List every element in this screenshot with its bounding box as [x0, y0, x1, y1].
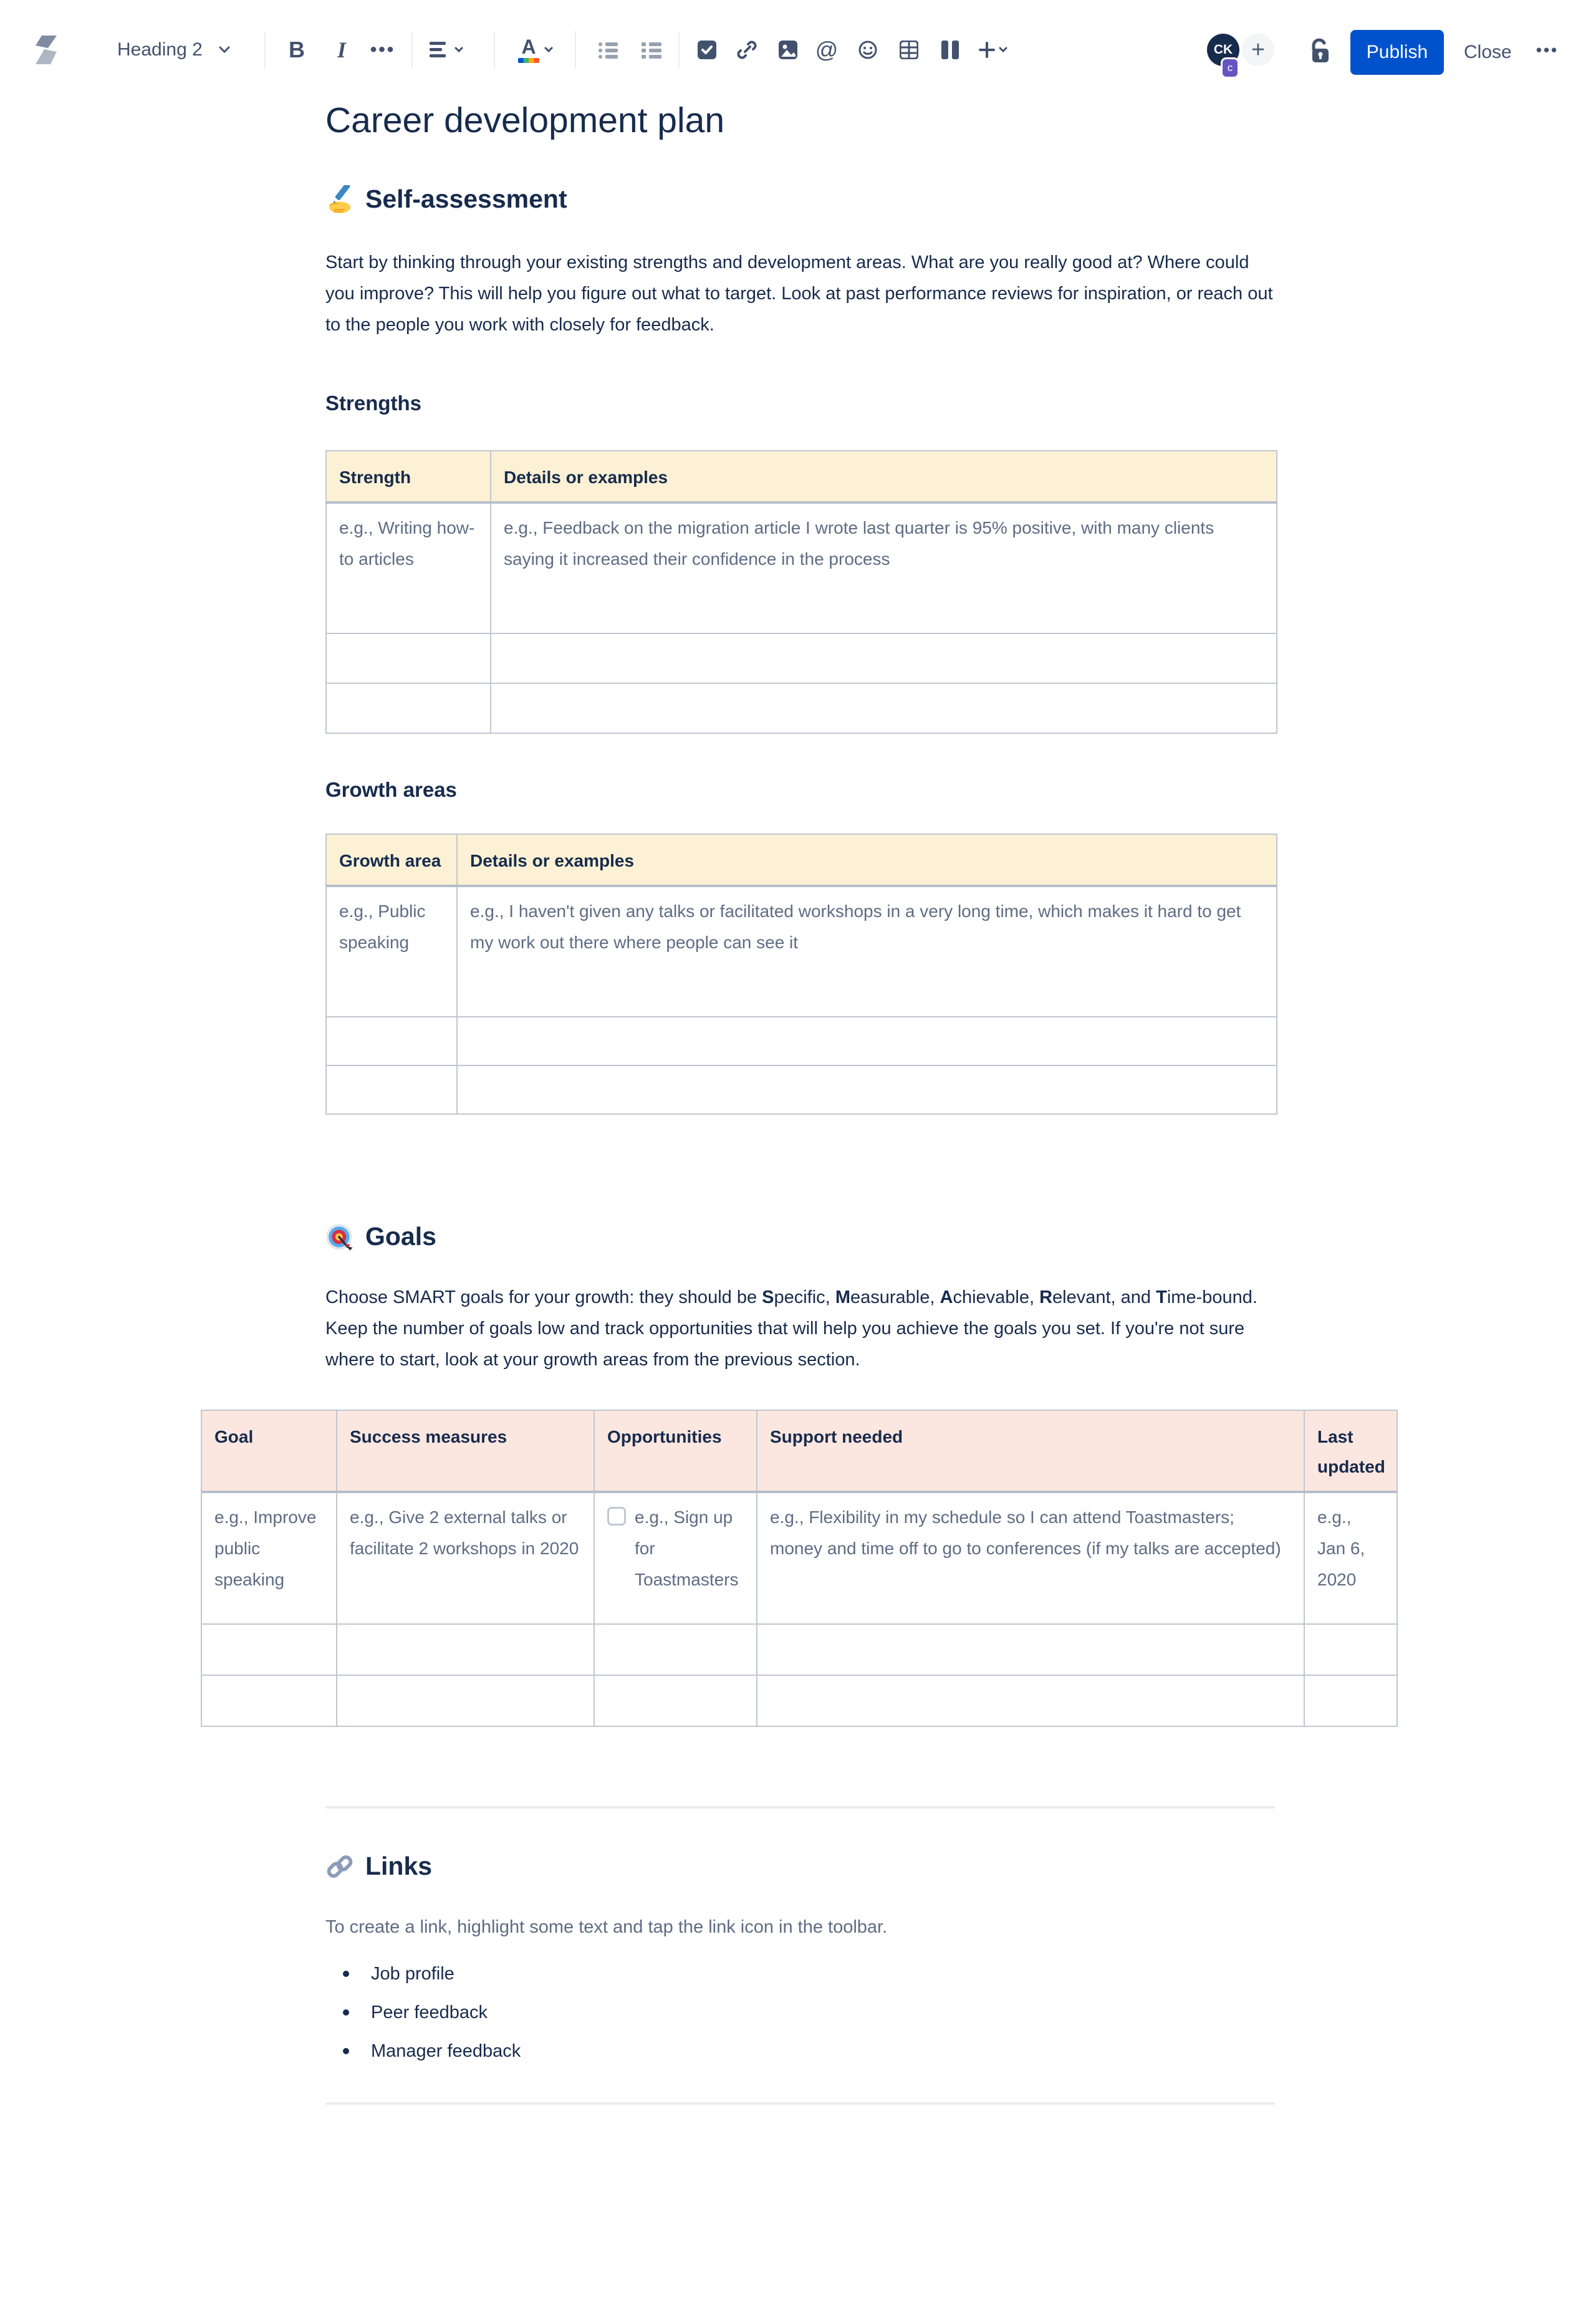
task-icon [698, 41, 716, 59]
table-cell[interactable] [1304, 1675, 1397, 1726]
strengths-col-header[interactable]: Strength [326, 451, 491, 502]
table-cell[interactable]: e.g., Public speaking [326, 886, 457, 1017]
goals-heading[interactable] [325, 1222, 436, 1251]
table-cell[interactable] [337, 1675, 594, 1726]
bullet-list-button[interactable] [592, 32, 625, 67]
opportunities-cell[interactable] [594, 1492, 757, 1624]
page-title[interactable]: Career development plan [325, 100, 725, 140]
table-row [201, 1492, 1397, 1624]
restrictions-button[interactable] [1307, 36, 1334, 66]
chevron-down-icon [454, 47, 463, 53]
toolbar-separator [264, 31, 266, 69]
strengths-heading[interactable]: Strengths [325, 392, 422, 415]
text-color-icon: A [518, 37, 539, 63]
table-header-row [326, 451, 1277, 502]
task-label[interactable]: e.g., Sign up for Toastmasters [635, 1507, 739, 1589]
goal-cell[interactable]: e.g., Improve public speaking [201, 1492, 337, 1624]
table-cell[interactable]: e.g., Writing how-to articles [326, 502, 491, 633]
table-row [326, 886, 1277, 1017]
table-cell[interactable] [457, 1065, 1277, 1114]
confluence-logo [27, 32, 65, 67]
numbered-list-button[interactable] [636, 32, 668, 67]
table-cell[interactable] [201, 1624, 337, 1675]
goals-col-header[interactable]: Opportunities [594, 1410, 757, 1492]
block-style-label: Heading 2 [117, 39, 203, 60]
success-measures-cell[interactable]: e.g., Give 2 external talks or facilitate 2 workshops in 2020 [337, 1492, 594, 1624]
table-cell[interactable] [201, 1675, 337, 1726]
insert-link-button[interactable] [731, 32, 763, 67]
table-cell[interactable] [326, 683, 491, 733]
text-align-button[interactable] [424, 32, 469, 67]
table-cell[interactable] [457, 1017, 1277, 1065]
insert-table-button[interactable] [893, 32, 925, 67]
italic-button[interactable]: I [337, 37, 346, 62]
bullet-list-icon [598, 41, 619, 59]
unlock-icon [1309, 38, 1332, 64]
emoji-icon [858, 40, 878, 60]
text-color-button[interactable] [511, 32, 560, 67]
table-cell[interactable]: e.g., I haven't given any talks or facilitated workshops in a very long time, which makes it hard to get my work out there where people can see it [457, 886, 1277, 1017]
table-icon [900, 41, 918, 59]
links-paragraph[interactable]: To create a link, highlight some text and tap the link icon in the toolbar. [325, 1917, 888, 1937]
layouts-button[interactable] [934, 32, 966, 67]
links-list [325, 1959, 521, 2075]
table-cell[interactable] [1304, 1624, 1397, 1675]
numbered-list-icon [642, 41, 663, 59]
toolbar-separator [678, 31, 680, 69]
insert-image-button[interactable] [772, 32, 804, 67]
strengths-col-header[interactable]: Details or examples [491, 451, 1277, 502]
list-item[interactable]: Peer feedback [325, 1998, 521, 2027]
table-cell[interactable] [757, 1675, 1304, 1726]
table-row [326, 683, 1277, 733]
divider [325, 2102, 1275, 2105]
goals-col-header[interactable]: Goal [201, 1410, 337, 1492]
links-heading-text: Links [365, 1852, 433, 1880]
avatar-initials: CK [1213, 42, 1233, 57]
goals-heading-text: Goals [365, 1222, 436, 1251]
table-cell[interactable] [326, 1017, 457, 1065]
plus-icon [979, 42, 995, 58]
link-emoji [325, 1852, 354, 1881]
links-heading[interactable] [325, 1852, 432, 1881]
emoji-button[interactable] [852, 32, 884, 67]
self-assessment-heading[interactable] [325, 185, 567, 214]
writing-hand-emoji [325, 185, 354, 214]
table-cell[interactable] [337, 1624, 594, 1675]
task-list-button[interactable] [691, 32, 723, 67]
insert-more-button[interactable] [971, 32, 1015, 67]
toolbar-overflow-button[interactable]: ••• [1536, 40, 1559, 59]
table-cell[interactable]: e.g., Feedback on the migration article I wrote last quarter is 95% positive, with many clients saying it increased their confidence in the process [491, 502, 1277, 633]
toolbar-separator [411, 31, 413, 69]
publish-button[interactable]: Publish [1350, 30, 1444, 75]
growth-col-header[interactable]: Details or examples [457, 834, 1277, 886]
divider [325, 1806, 1275, 1809]
mention-button[interactable]: @ [815, 37, 839, 62]
task-checkbox[interactable] [607, 1507, 626, 1526]
text-align-icon [430, 42, 451, 58]
table-row [201, 1624, 1397, 1675]
self-assessment-heading-text: Self-assessment [365, 185, 567, 213]
more-formatting-button[interactable]: ••• [370, 39, 396, 60]
invite-collaborator-button[interactable]: + [1242, 34, 1274, 66]
list-item[interactable]: Manager feedback [325, 2036, 521, 2066]
last-updated-cell[interactable]: e.g., Jan 6, 2020 [1304, 1492, 1397, 1624]
toolbar-separator [494, 31, 495, 69]
table-cell[interactable] [757, 1624, 1304, 1675]
goals-col-header[interactable]: Success measures [337, 1410, 594, 1492]
target-emoji [325, 1223, 354, 1251]
support-needed-cell[interactable]: e.g., Flexibility in my schedule so I can attend Toastmasters; money and time off to go to conferences (if my talks are accepted) [757, 1492, 1304, 1624]
table-cell[interactable] [326, 1065, 457, 1114]
table-row [326, 502, 1277, 633]
image-icon [779, 41, 797, 59]
table-row [326, 1065, 1277, 1114]
block-style-selector[interactable] [113, 32, 238, 67]
list-item[interactable]: Job profile [325, 1959, 521, 1989]
close-button[interactable]: Close [1453, 30, 1523, 75]
table-row [201, 1675, 1397, 1726]
chevron-down-icon [999, 47, 1007, 53]
goals-paragraph[interactable]: Choose SMART goals for your growth: they should be Specific, Measurable, Achievable, Relevant, and Time-bound. Keep the number of goals low and track opportunities that will help you achieve the goals you set. If you're not sure where to start, look at your growth areas from the previous section. [325, 1287, 1257, 1370]
goals-table [201, 1410, 1398, 1727]
chevron-down-icon [219, 46, 230, 54]
editor-toolbar [0, 0, 1596, 100]
strengths-table [325, 450, 1277, 734]
table-cell[interactable] [594, 1624, 757, 1675]
bold-button[interactable]: B [289, 37, 305, 62]
link-icon [736, 39, 757, 60]
self-assessment-paragraph[interactable]: Start by thinking through your existing strengths and development areas. What are you really good at? Where could you improve? This will help you figure out what to target. Look at past performance reviews for inspiration, or reach out to the people you work with closely for feedback. [325, 252, 1273, 335]
table-row [326, 1017, 1277, 1065]
table-header-row [201, 1410, 1397, 1492]
table-cell[interactable] [326, 633, 491, 683]
table-cell[interactable] [594, 1675, 757, 1726]
table-row [326, 633, 1277, 683]
table-header-row [326, 834, 1277, 886]
toolbar-separator [575, 31, 576, 69]
table-cell[interactable] [491, 633, 1277, 683]
growth-col-header[interactable]: Growth area [326, 834, 457, 886]
growth-areas-heading[interactable]: Growth areas [325, 778, 457, 801]
layouts-icon [941, 41, 959, 59]
goals-col-header[interactable]: Last updated [1304, 1410, 1397, 1492]
avatar-confluence-badge: c [1221, 57, 1239, 79]
table-cell[interactable] [491, 683, 1277, 733]
growth-areas-table [325, 834, 1277, 1115]
goals-col-header[interactable]: Support needed [757, 1410, 1304, 1492]
chevron-down-icon [544, 47, 553, 53]
